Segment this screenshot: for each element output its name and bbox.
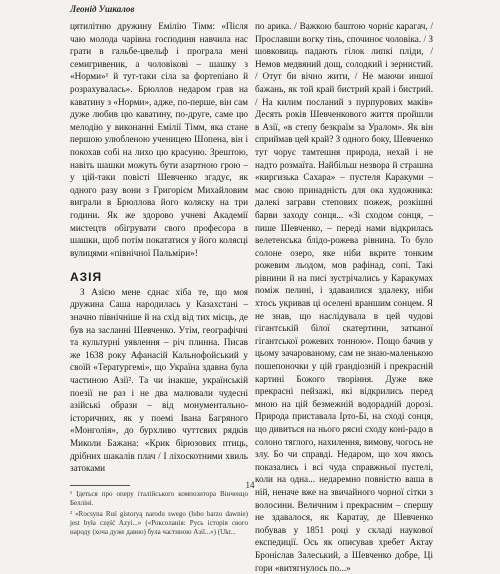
running-head-author: Леонід Ушкалов xyxy=(70,4,135,14)
paragraph: З Азією мене єднає хіба те, що моя дружина Саша народилась у Казахстані – значно північніше й на схід від тих місць, де був на засланні Шевченко. Утім, географічні та культурні уявлення – річ плинна. Писав же 1638 року Афанасій Кальнофойський у своїй «Тератургемі», що Україна здавна була частиною Азії². Та чи інакше, українській поезії не раз і не два малювали чудесні азійські образи – від монументально-історичних, як у поемі Івана Багряного «Монголія», до бурхливо чуттєвих рядків Миколи Бажана: «Крик бірюзових птиць, дрібних шакалів плач / І ліхоскотними хвиль затоками xyxy=(70,286,248,474)
paragraph: цятилітню дружину Емілію Тімм: «Після чаю молода чарівна господиня навчила нас грати в гальбе-цвельф і програла мені семигривеник, а чоловікові – шашку з «Норми»¹ й тут-таки сіла за фортепіано й розрахувалась». Брюллов недаром грав на каватину з «Норми», адже, по-перше, він сам дуже любив цю каватину, по-друге, саме цю мелодію у виконанні Емілії Тімм, яка стане першою улюбленою ученицею Шопена, він і покохав собі на лихо цю красуню. Зрештою, навіть шашки можуть бути азартною грою – у цій-таки повісті Шевченко згадує, як одного разу вони з Григорієм Михайловим виграли в Брюллова його коляску на три години. Як же здорово учневі Академії мистецтв обігрувати свого професора в шашки, щоб потім покататися у його колясці вулицями «північної Пальміри»! xyxy=(70,21,248,258)
left-column xyxy=(70,20,248,539)
footnotes xyxy=(70,485,248,537)
footnote: ² «Rocsyna Ruś gistoryą narodu swego (lubo barzo dawnie) jest była część Azyi...» («Роксоланія: Русь історія свого народу (хоча дуже давно) була частиною Азії...») (Ukr... xyxy=(70,509,248,536)
right-column xyxy=(255,20,433,574)
paragraph: по арика. / Важкою баштою чорніє карагач, / Прославши вогку тінь, спочиноє чоловіка. / З шовковиць падають гілок липкі пліди, / Немов медвяний дощ, солодкий і зернистий. / Отут би вічно жити, / Не маючи иншої бажань, як той край бистрий край і бистрий. / На килим посланий з пурпурових маків» Десять років Шевченкового життя пройшли в Азії, «в степу безкраїм за Уралом». Як він сприймав цей край? З одного боку, Шевченко тут чорує тамтешня природа, нехай і не надто розмаїта. Найбільш незвора й страшна «киргизька Сахара» – пустеля Каракуми – має свою принадність для ока художника: далекі заграви степових пожеж, розкішні барви заходу сонця... «Зі сходом сонця, – пише Шевченко, – переді нами відкрилась велетенська блідо-рожева рівнина. То було солоне озеро, яке ніби вкрите тонким рожевим льодом, мов рафінад, сопі. Такі рівнини й на писі зустрічались у Каракумах поміж пелині, і здаваилися здалеку, ніби хтось укривав ці оселені враншим сонцем. Я не знав, що наслідувала в цей чудові гігантській білої скатертини, затканої гігантської рожевих тонною». Пощо бачив у цьому зачарованому, сам не знаю-маленькою пошепоночки у цій грандіозній і прекрасній картині Божого творіння. Дуже вже прекрасні пейзажі, які відкрились перед мною на цій безмежній водорадній дорозі. Природа приставала Ірто-Бі, на сході сонця, що дивиться на нього рясні сходу коні-радо в солоно тяглого, нахилення, вимову, чогось не злу. Бо чи справді. Недаром, що хоч якось показались і всі чуда справжньої пустелі, коли на одна... недаремно повністю ваша в ній, неначе вже на звичайного чорної сітки з волосини. Величним і прекрасним – спершу не здавалося, як Каратау, де Шевченко побував у 1851 році у складі наукової експедиції. Ось як описував хребет Актау Броніслав Залеський, а Шевченко добре, Ці гори «витягнулось по...» xyxy=(255,21,433,573)
footnote: ¹ Ідеться про оперу італійського композитора Вінченцо Белліні. xyxy=(70,489,248,507)
section-heading: АЗІЯ xyxy=(70,270,103,285)
page-number: 14 xyxy=(245,480,255,490)
